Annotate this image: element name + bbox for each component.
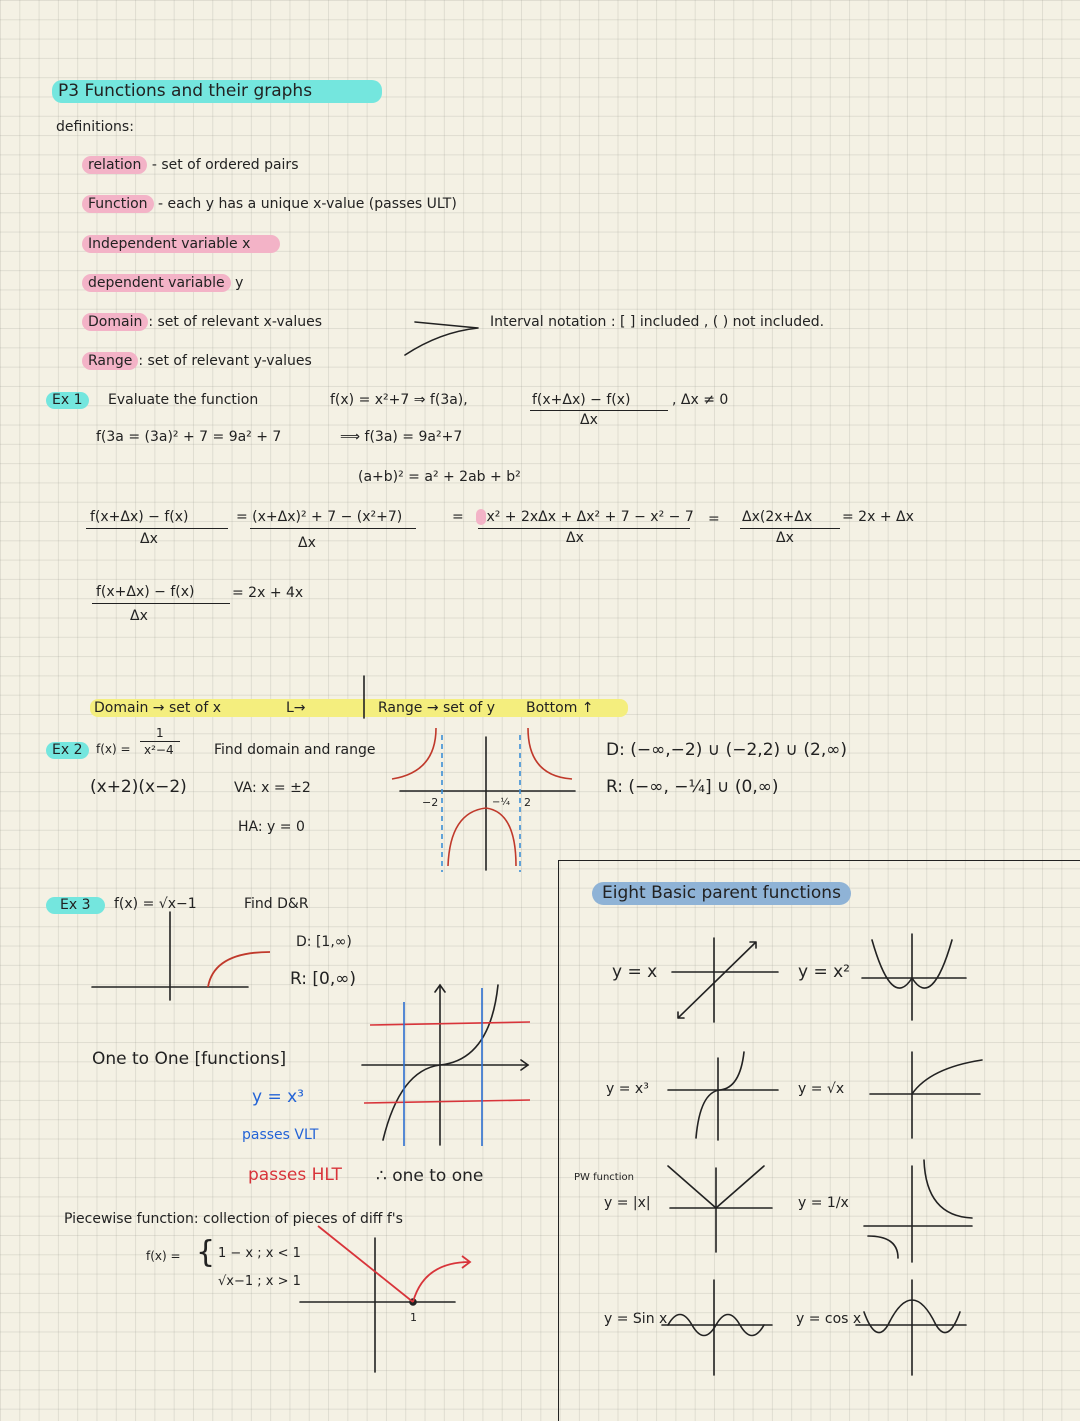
ex1-frac2-den: Δx bbox=[298, 535, 316, 551]
ex1-prompt: Evaluate the function bbox=[108, 392, 259, 408]
ex2-curve-left bbox=[392, 728, 436, 779]
ex2-factored: (x+2)(x−2) bbox=[90, 777, 187, 797]
linear-graph bbox=[672, 938, 778, 1022]
term-independent: Independent variable x bbox=[82, 235, 280, 253]
ex1-frac3-num-text: x² + 2xΔx + Δx² + 7 − x² − 7 bbox=[486, 509, 694, 525]
parent-label-sqrt: y = √x bbox=[798, 1081, 845, 1097]
equals-sign: = bbox=[708, 511, 720, 527]
piecewise-tick: 1 bbox=[410, 1311, 417, 1324]
term-function: Function bbox=[82, 195, 154, 213]
ex2-va: VA: x = ±2 bbox=[234, 780, 311, 796]
ex1-frac1-num: f(x+Δx) − f(x) bbox=[90, 509, 189, 525]
definition-function-text: - each y has a unique x-value (passes ULT) bbox=[158, 196, 457, 212]
parent-label-reciprocal: y = 1/x bbox=[798, 1195, 849, 1211]
ex2-tick-right: 2 bbox=[524, 796, 531, 809]
ex3-prompt: Find D&R bbox=[244, 896, 309, 912]
reciprocal-graph bbox=[864, 1160, 972, 1262]
parent-label-linear: y = x bbox=[612, 962, 658, 982]
ex3-range: R: [0,∞) bbox=[290, 969, 357, 989]
piecewise-title: Piecewise function: collection of pieces of diff f's bbox=[64, 1211, 403, 1227]
ex2-curve-middle bbox=[448, 808, 516, 866]
definition-dependent-text: y bbox=[235, 275, 244, 291]
ex1-frac2-num: = (x+Δx)² + 7 − (x²+7) bbox=[236, 509, 403, 525]
piecewise-fx: f(x) = bbox=[146, 1249, 181, 1263]
parent-label-cosine: y = cos x bbox=[796, 1311, 862, 1327]
parent-label-cubic: y = x³ bbox=[606, 1081, 649, 1097]
parent-pw-note: PW function bbox=[574, 1172, 634, 1183]
ex1-frac4-result: = 2x + Δx bbox=[842, 509, 914, 525]
ex2-func: f(x) = bbox=[96, 742, 131, 756]
domain-bar-left: Domain → set of x bbox=[94, 700, 222, 716]
ex1-frac4-num: Δx(2x+Δx bbox=[742, 509, 813, 525]
definition-domain-text: : set of relevant x-values bbox=[148, 314, 323, 330]
ex1-line1: f(3a = (3a)² + 7 = 9a² + 7 bbox=[96, 429, 282, 445]
ex1-label: Ex 1 bbox=[46, 392, 89, 409]
piecewise-case2: √x−1 ; x > 1 bbox=[218, 1274, 301, 1289]
ex3-func: f(x) = √x−1 bbox=[114, 896, 197, 912]
interval-arrow bbox=[405, 322, 478, 355]
sine-graph bbox=[662, 1280, 772, 1375]
ex1-given-frac-num: f(x+Δx) − f(x) bbox=[532, 392, 631, 408]
ex1-final-den: Δx bbox=[130, 608, 148, 624]
range-bar-bottom: Bottom ↑ bbox=[526, 700, 594, 716]
ex3-curve bbox=[208, 952, 270, 987]
one-to-one-example: y = x³ bbox=[252, 1087, 304, 1107]
ex1-given-tail: , Δx ≠ 0 bbox=[672, 392, 729, 408]
piecewise-brace: { bbox=[196, 1235, 216, 1270]
hlt-line-bottom bbox=[364, 1100, 530, 1103]
parent-label-sine: y = Sin x bbox=[604, 1311, 668, 1327]
term-dependent: dependent variable bbox=[82, 274, 231, 292]
parent-label-quadratic: y = x² bbox=[798, 962, 850, 982]
definitions-header: definitions: bbox=[56, 119, 134, 135]
ex2-range: R: (−∞, −¼] ∪ (0,∞) bbox=[606, 777, 779, 797]
quadratic-graph bbox=[862, 934, 966, 1020]
term-relation: relation bbox=[82, 156, 147, 174]
ex1-final-result: = 2x + 4x bbox=[232, 585, 304, 601]
term-range: Range bbox=[82, 352, 138, 370]
ex1-frac1-den: Δx bbox=[140, 531, 158, 547]
domain-bar-left-arrow: L→ bbox=[286, 700, 306, 716]
abs-graph bbox=[668, 1166, 772, 1252]
term-domain: Domain bbox=[82, 313, 148, 331]
one-to-one-hlt: passes HLT bbox=[248, 1165, 342, 1185]
cubic-graph bbox=[668, 1052, 778, 1140]
ex2-prompt: Find domain and range bbox=[214, 742, 376, 758]
piecewise-sqrt-curve bbox=[413, 1256, 470, 1302]
parent-functions-title: Eight Basic parent functions bbox=[592, 882, 851, 905]
ex1-final-num: f(x+Δx) − f(x) bbox=[96, 584, 195, 600]
hlt-line-top bbox=[370, 1022, 530, 1025]
ex3-label: Ex 3 bbox=[46, 897, 105, 914]
definition-relation-text: - set of ordered pairs bbox=[151, 157, 299, 173]
piecewise-line bbox=[318, 1226, 413, 1302]
ex2-func-num: 1 bbox=[156, 726, 164, 740]
one-to-one-vlt: passes VLT bbox=[242, 1127, 319, 1143]
ex2-label: Ex 2 bbox=[46, 742, 89, 759]
ex1-frac3-den: Δx bbox=[566, 530, 584, 546]
equals-sign: = bbox=[452, 509, 464, 525]
ex1-identity: (a+b)² = a² + 2ab + b² bbox=[358, 469, 521, 485]
ex2-tick-left: −2 bbox=[422, 796, 439, 809]
ex2-tick-mid: −¼ bbox=[492, 797, 511, 808]
interval-notation-note: Interval notation : [ ] included , ( ) not included. bbox=[490, 314, 825, 330]
cosine-graph bbox=[856, 1280, 966, 1375]
ex1-frac4-den: Δx bbox=[776, 530, 794, 546]
page-title: P3 Functions and their graphs bbox=[52, 80, 382, 103]
one-to-one-conclusion: ∴ one to one bbox=[376, 1166, 484, 1186]
ex2-curve-right bbox=[528, 728, 572, 779]
ex1-given-frac-den: Δx bbox=[580, 412, 598, 428]
ex1-given: f(x) = x²+7 ⇒ f(3a), bbox=[330, 392, 468, 408]
ex3-domain: D: [1,∞) bbox=[296, 934, 352, 950]
ex2-func-den: x²−4 bbox=[144, 743, 174, 757]
range-bar-right: Range → set of y bbox=[378, 700, 496, 716]
sqrt-graph bbox=[870, 1052, 982, 1138]
parent-label-abs: y = |x| bbox=[604, 1195, 651, 1211]
piecewise-case1: 1 − x ; x < 1 bbox=[218, 1246, 301, 1261]
one-to-one-title: One to One [functions] bbox=[92, 1049, 287, 1069]
ex2-ha: HA: y = 0 bbox=[238, 819, 305, 835]
definition-range-text: : set of relevant y-values bbox=[138, 353, 312, 369]
ex1-line1-result: ⟹ f(3a) = 9a²+7 bbox=[340, 429, 463, 445]
ex2-domain: D: (−∞,−2) ∪ (−2,2) ∪ (2,∞) bbox=[606, 740, 848, 760]
